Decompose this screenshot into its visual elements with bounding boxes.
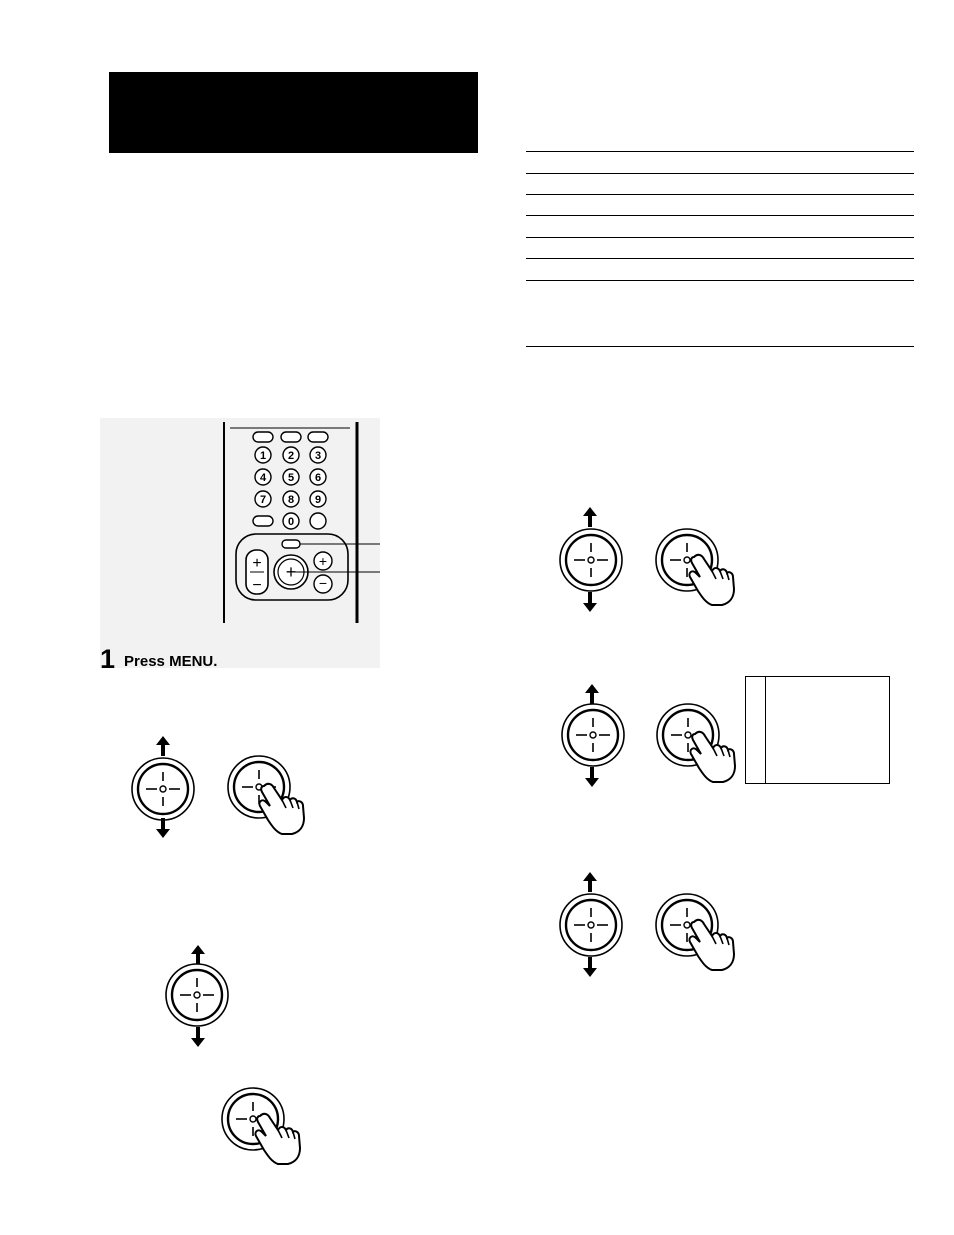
keypad-label: 2 — [287, 450, 295, 462]
keypad-label: 5 — [287, 472, 295, 484]
keypad-label: 1 — [259, 450, 267, 462]
hand-press-icon — [252, 1106, 302, 1166]
joystick-up-down-icon[interactable] — [560, 702, 626, 768]
table-rule — [526, 151, 914, 152]
table-rule — [526, 237, 914, 238]
joystick-up-down-icon[interactable] — [130, 756, 196, 822]
joystick-up-down-icon[interactable] — [164, 962, 230, 1028]
remote-illustration — [100, 418, 380, 668]
title-bar — [109, 72, 478, 153]
svg-text:−: − — [318, 575, 328, 591]
keypad-label: 9 — [314, 494, 322, 506]
hand-press-icon — [686, 912, 736, 972]
hand-press-icon — [686, 547, 736, 607]
table-rule — [526, 280, 914, 281]
arrow-up-icon — [582, 507, 598, 527]
keypad-label: 6 — [314, 472, 322, 484]
table-rule — [526, 173, 914, 174]
joystick-up-down-icon[interactable] — [558, 892, 624, 958]
arrow-down-icon — [582, 592, 598, 612]
table-rule — [526, 258, 914, 259]
arrow-down-icon — [582, 957, 598, 977]
table-rule — [526, 194, 914, 195]
keypad-label: 4 — [259, 472, 267, 484]
arrow-down-icon — [190, 1027, 206, 1047]
arrow-up-icon — [155, 736, 171, 756]
hand-press-icon — [687, 724, 737, 784]
keypad-label: 0 — [287, 516, 295, 528]
keypad-label: 8 — [287, 494, 295, 506]
keypad-label: 3 — [314, 450, 322, 462]
arrow-down-icon — [584, 767, 600, 787]
arrow-up-icon — [584, 684, 600, 704]
svg-text:−: − — [252, 577, 262, 594]
arrow-up-icon — [582, 872, 598, 892]
svg-text:+: + — [285, 562, 297, 582]
step-1-instruction — [100, 644, 217, 675]
menu-screen-divider — [765, 677, 766, 783]
arrow-down-icon — [155, 818, 171, 838]
step-number: 1 — [100, 644, 116, 674]
svg-text:+: + — [318, 553, 328, 569]
table-rule — [526, 215, 914, 216]
hand-press-icon — [256, 776, 306, 836]
table-rule — [526, 346, 914, 347]
step-text: Press MENU. — [124, 653, 218, 670]
svg-text:+: + — [252, 555, 262, 572]
keypad-label: 7 — [259, 494, 267, 506]
joystick-up-down-icon[interactable] — [558, 527, 624, 593]
remote-control-drawing — [100, 418, 380, 668]
menu-screen-diagram — [745, 676, 890, 784]
